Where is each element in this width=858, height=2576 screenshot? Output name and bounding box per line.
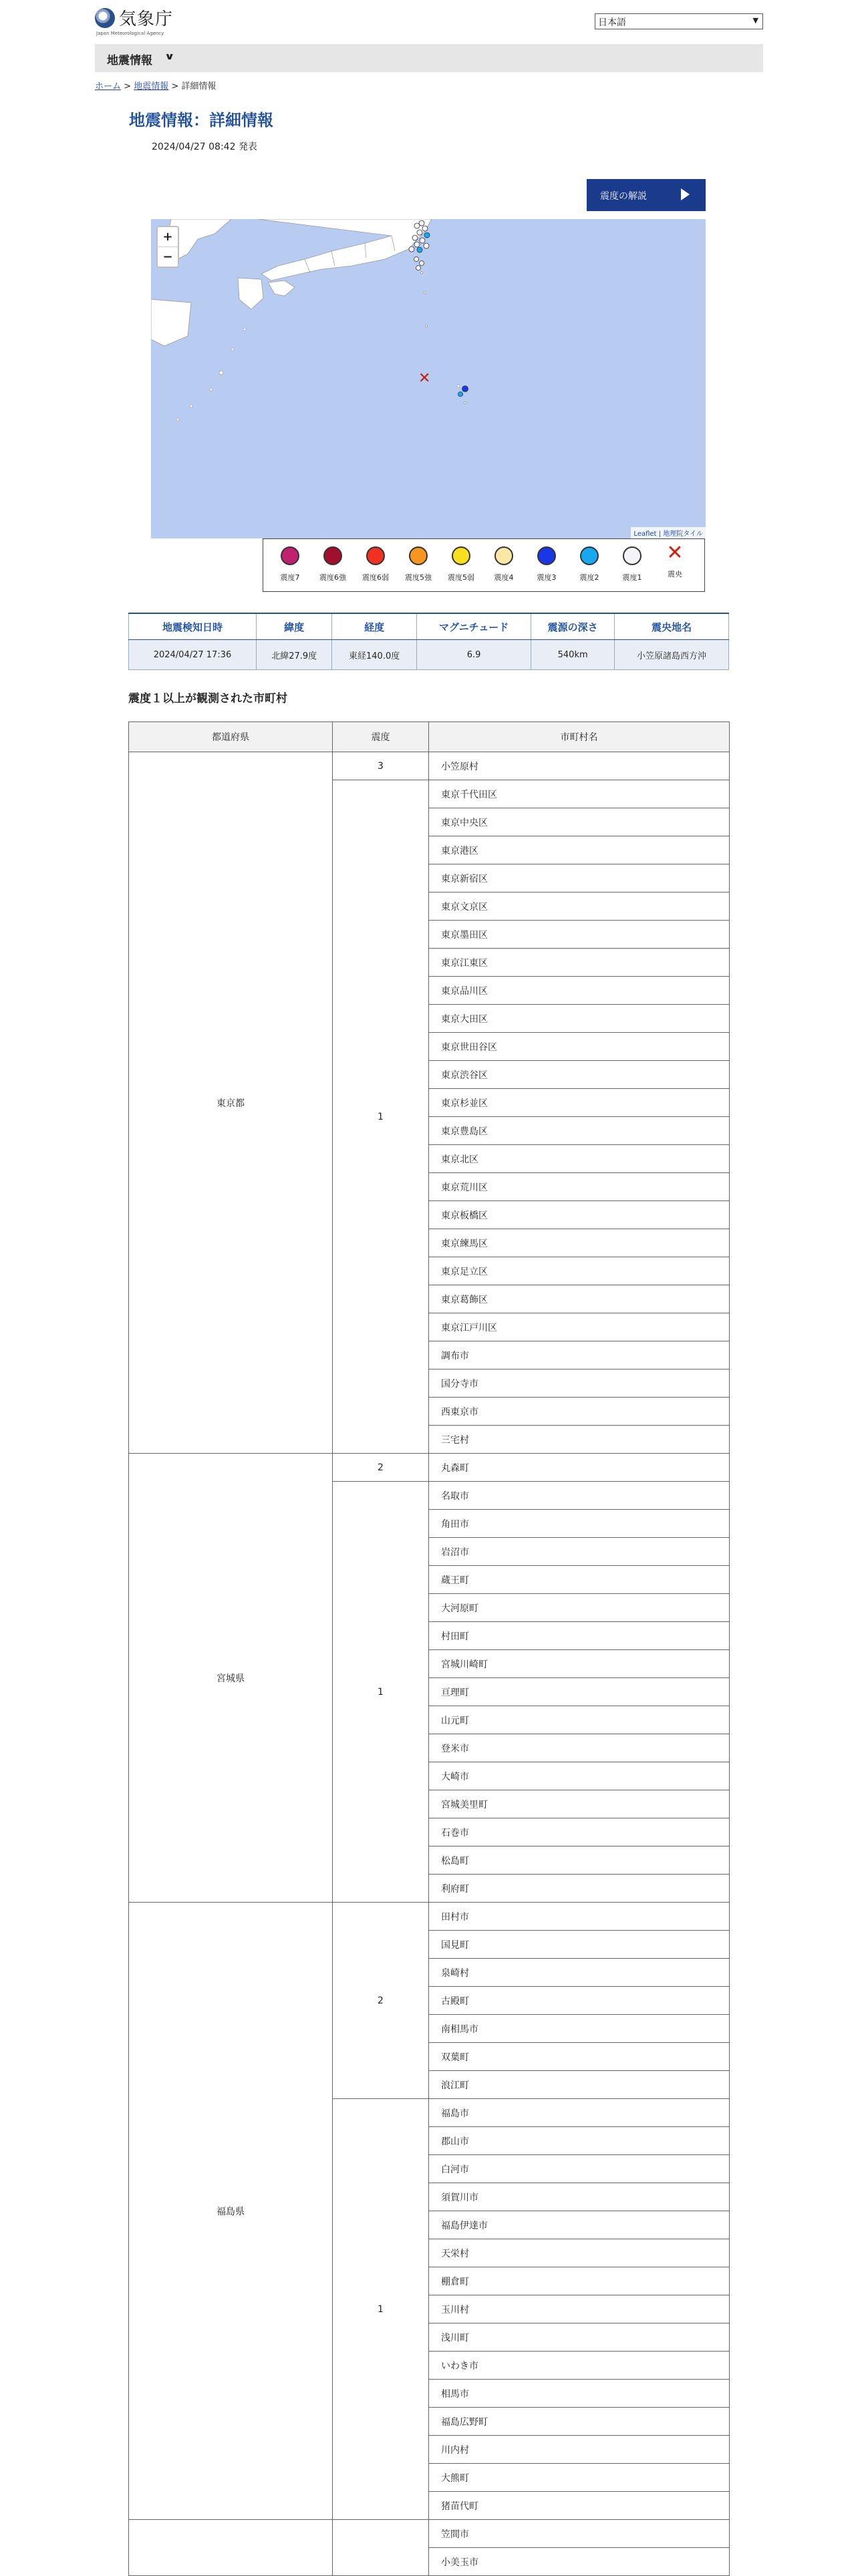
- intensity-cell: 2: [333, 1454, 429, 1482]
- intensity-circle-icon: [366, 546, 385, 565]
- city-cell: 山元町: [429, 1706, 730, 1734]
- land-china-coast: [151, 299, 191, 346]
- breadcrumb-quake-link[interactable]: 地震情報: [134, 82, 169, 92]
- city-cell: 古殿町: [429, 1987, 730, 2015]
- summary-value-cell: 540km: [531, 640, 615, 670]
- city-cell: 東京江戸川区: [429, 1313, 730, 1341]
- legend-item: [525, 543, 568, 583]
- city-cell: 双葉町: [429, 2043, 730, 2071]
- breadcrumb-home-link[interactable]: ホーム: [95, 82, 122, 92]
- table-row: [129, 1903, 730, 1931]
- city-cell: 蔵王町: [429, 1566, 730, 1594]
- legend-item: [269, 543, 311, 583]
- city-cell: 東京中央区: [429, 808, 730, 836]
- city-cell: 大崎市: [429, 1762, 730, 1790]
- intensity-explanation-button[interactable]: [587, 179, 706, 211]
- city-cell: 白河市: [429, 2155, 730, 2183]
- city-cell: 小美玉市: [429, 2548, 730, 2576]
- breadcrumb: [95, 79, 216, 92]
- city-cell: 亘理町: [429, 1678, 730, 1706]
- land-kyushu: [238, 278, 263, 309]
- intensity-explanation-label: 震度の解説: [600, 191, 647, 202]
- map-attribution[interactable]: Leaflet | 地理院タイル: [631, 527, 706, 538]
- legend-item: [397, 543, 440, 583]
- breadcrumb-current: 詳細情報: [181, 82, 217, 92]
- city-cell: 東京渋谷区: [429, 1061, 730, 1089]
- city-cell: 東京大田区: [429, 1005, 730, 1033]
- prefecture-cell: 宮城県: [129, 1454, 333, 1903]
- city-cell: 大河原町: [429, 1594, 730, 1622]
- legend-label: 震度6強: [319, 573, 346, 582]
- city-cell: 利府町: [429, 1875, 730, 1903]
- city-cell: 調布市: [429, 1341, 730, 1370]
- intensity-cell: 2: [333, 1903, 429, 2099]
- legend-label: 震度2: [579, 573, 599, 582]
- summary-value-row: [129, 640, 729, 670]
- intensity-circle-icon: [580, 546, 599, 565]
- language-select[interactable]: [595, 13, 763, 29]
- zoom-in-button[interactable]: +: [158, 227, 178, 247]
- city-cell: 東京世田谷区: [429, 1033, 730, 1061]
- city-cell: 西東京市: [429, 1398, 730, 1426]
- legend-label: 震度1: [622, 573, 642, 582]
- summary-header-cell: 地震検知日時: [129, 613, 257, 640]
- nav-bar[interactable]: [95, 44, 763, 72]
- intensity-3-marker: [462, 386, 468, 392]
- legend-item: [311, 543, 354, 583]
- intensity-table-header-row: [129, 722, 730, 752]
- city-cell: 松島町: [429, 1846, 730, 1875]
- summary-value-cell: 東経140.0度: [332, 640, 417, 670]
- legend-label: 震度4: [494, 573, 514, 582]
- city-cell: 東京品川区: [429, 977, 730, 1005]
- legend-item: [482, 543, 525, 583]
- city-cell: 名取市: [429, 1482, 730, 1510]
- city-cell: 東京千代田区: [429, 780, 730, 808]
- zoom-out-button[interactable]: −: [162, 250, 173, 264]
- table-row: [129, 1454, 730, 1482]
- city-cell: 笠間市: [429, 2520, 730, 2548]
- summary-header-row: [129, 613, 729, 640]
- legend-item: [354, 543, 397, 583]
- prefecture-cell: 東京都: [129, 752, 333, 1454]
- chevron-down-icon[interactable]: ∨: [164, 51, 175, 62]
- city-cell: 登米市: [429, 1734, 730, 1762]
- city-cell: 川内村: [429, 2436, 730, 2464]
- summary-header-cell: 震源の深さ: [531, 613, 615, 640]
- city-cell: 東京荒川区: [429, 1173, 730, 1201]
- summary-value-cell: 2024/04/27 17:36: [129, 640, 257, 670]
- legend-label: 震度3: [537, 573, 557, 582]
- published-date: 2024/04/27 08:42 発表: [152, 142, 257, 152]
- city-cell: 相馬市: [429, 2380, 730, 2408]
- city-cell: 小笠原村: [429, 752, 730, 780]
- intensity-legend: [263, 538, 705, 592]
- table-row: [129, 2520, 730, 2548]
- header-prefecture: 都道府県: [129, 722, 333, 752]
- intensity-cell: [333, 2520, 429, 2576]
- intensity-circle-icon: [452, 546, 470, 565]
- legend-label: 震度7: [280, 573, 300, 582]
- city-cell: 丸森町: [429, 1454, 730, 1482]
- page-title: 地震情報：詳細情報: [129, 111, 273, 130]
- legend-label: 震度5弱: [448, 573, 474, 582]
- intensity-by-city-table: [128, 721, 730, 2576]
- language-selected-value: 日本語: [598, 17, 626, 28]
- logo-subtitle: Japan Meteorological Agency: [96, 31, 164, 36]
- summary-header-cell: マグニチュード: [416, 613, 531, 640]
- map-canvas[interactable]: [151, 219, 706, 538]
- intensity-cell: 1: [333, 1482, 429, 1903]
- city-cell: 福島市: [429, 2099, 730, 2127]
- header-intensity: 震度: [333, 722, 429, 752]
- land-honshu: [258, 219, 432, 281]
- city-cell: 大熊町: [429, 2464, 730, 2492]
- city-cell: 郡山市: [429, 2127, 730, 2155]
- legend-label: 震度6弱: [362, 573, 389, 582]
- intensity-cell: 1: [333, 2099, 429, 2520]
- city-cell: 東京新宿区: [429, 864, 730, 893]
- jma-logo-icon: [95, 8, 115, 28]
- city-cell: 村田町: [429, 1622, 730, 1650]
- intensity-circle-icon: [623, 546, 641, 565]
- summary-header-cell: 経度: [332, 613, 417, 640]
- intensity-circle-icon: [494, 546, 513, 565]
- summary-value-cell: 北緯27.9度: [256, 640, 331, 670]
- legend-item-epicenter: [654, 543, 696, 579]
- city-cell: 東京杉並区: [429, 1089, 730, 1117]
- legend-label: 震央: [668, 570, 682, 579]
- city-cell: 東京北区: [429, 1145, 730, 1173]
- earthquake-summary-table: [128, 613, 729, 670]
- intensity-cell: 1: [333, 780, 429, 1454]
- chevron-down-icon: ▼: [752, 16, 758, 25]
- city-cell: 東京文京区: [429, 893, 730, 921]
- table-row: [129, 752, 730, 780]
- ryukyu-islands: [176, 328, 246, 421]
- epicenter-x-icon: ✕: [666, 541, 684, 565]
- city-cell: 宮城美里町: [429, 1790, 730, 1818]
- prefecture-cell: [129, 2520, 333, 2576]
- section-title: 震度１以上が観測された市町村: [128, 692, 287, 705]
- legend-item: [568, 543, 611, 583]
- city-cell: 浅川町: [429, 2323, 730, 2352]
- intensity-circle-icon: [281, 546, 299, 565]
- nav-quake-info[interactable]: 地震情報: [107, 54, 152, 67]
- intensity-circle-icon: [409, 546, 428, 565]
- city-cell: 東京葛飾区: [429, 1285, 730, 1313]
- summary-header-cell: 震央地名: [614, 613, 728, 640]
- intensity-cell: 3: [333, 752, 429, 780]
- city-cell: 福島伊達市: [429, 2211, 730, 2239]
- breadcrumb-separator: >: [171, 82, 179, 92]
- summary-value-cell: 小笠原諸島西方沖: [614, 640, 728, 670]
- city-cell: いわき市: [429, 2352, 730, 2380]
- jma-logo[interactable]: [95, 5, 182, 37]
- city-cell: 東京港区: [429, 836, 730, 864]
- city-cell: 泉崎村: [429, 1959, 730, 1987]
- logo-text: 気象庁: [119, 9, 174, 29]
- city-cell: 東京板橋区: [429, 1201, 730, 1229]
- intensity-circle-icon: [323, 546, 342, 565]
- city-cell: 東京練馬区: [429, 1229, 730, 1257]
- legend-item: [440, 543, 482, 583]
- legend-label: 震度5強: [405, 573, 432, 582]
- city-cell: 角田市: [429, 1510, 730, 1538]
- city-cell: 東京江東区: [429, 949, 730, 977]
- epicenter-map[interactable]: [151, 219, 706, 538]
- city-cell: 三宅村: [429, 1426, 730, 1454]
- city-cell: 国見町: [429, 1931, 730, 1959]
- city-cell: 天栄村: [429, 2239, 730, 2267]
- city-cell: 玉川村: [429, 2295, 730, 2323]
- breadcrumb-separator: >: [124, 82, 132, 92]
- summary-value-cell: 6.9: [416, 640, 531, 670]
- city-cell: 東京足立区: [429, 1257, 730, 1285]
- city-cell: 棚倉町: [429, 2267, 730, 2295]
- land-shikoku: [268, 281, 295, 296]
- header-city: 市町村名: [429, 722, 730, 752]
- city-cell: 宮城川崎町: [429, 1650, 730, 1678]
- legend-item: [611, 543, 654, 583]
- city-cell: 東京豊島区: [429, 1117, 730, 1145]
- city-cell: 南相馬市: [429, 2015, 730, 2043]
- city-cell: 東京墨田区: [429, 921, 730, 949]
- city-cell: 福島広野町: [429, 2408, 730, 2436]
- city-cell: 田村市: [429, 1903, 730, 1931]
- map-zoom-control[interactable]: [156, 226, 179, 268]
- prefecture-cell: 福島県: [129, 1903, 333, 2520]
- city-cell: 石巻市: [429, 1818, 730, 1846]
- epicenter-marker-icon: ✕: [418, 370, 431, 387]
- city-cell: 須賀川市: [429, 2183, 730, 2211]
- play-arrow-icon: [681, 188, 690, 200]
- intensity-circle-icon: [537, 546, 556, 565]
- city-cell: 浪江町: [429, 2071, 730, 2099]
- city-cell: 国分寺市: [429, 1370, 730, 1398]
- city-cell: 岩沼市: [429, 1538, 730, 1566]
- city-cell: 猪苗代町: [429, 2492, 730, 2520]
- summary-header-cell: 緯度: [256, 613, 331, 640]
